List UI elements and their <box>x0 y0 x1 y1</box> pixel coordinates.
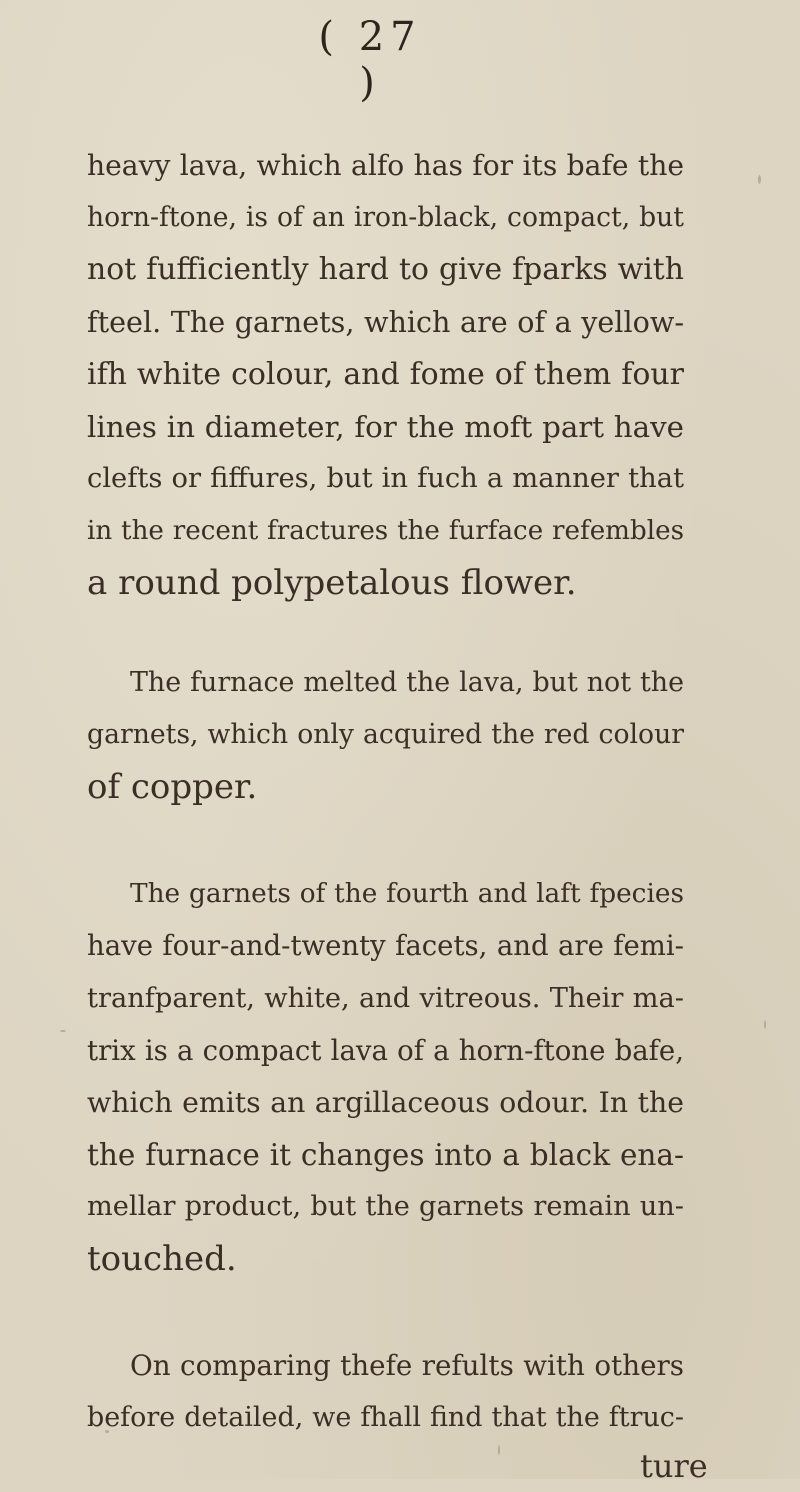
catchword: ture <box>640 1447 708 1485</box>
text-line: before detailed, we fhall find that the ftruc- <box>87 1402 684 1433</box>
text-line: lines in diameter, for the moft part have <box>87 410 684 444</box>
text-line: The furnace melted the lava, but not the <box>130 667 684 698</box>
text-line: tranfparent, white, and vitreous. Their ma- <box>87 983 684 1014</box>
text-line: The garnets of the fourth and laft fpecies <box>130 879 684 909</box>
text-line: a round polypetalous flower. <box>87 563 577 603</box>
text-line: in the recent fractures the furface refembles <box>87 516 684 546</box>
text-line: not fufficiently hard to give fparks with <box>87 252 684 287</box>
text-line: the furnace it changes into a black ena- <box>87 1138 684 1172</box>
text-line: clefts or fiffures, but in fuch a manner that <box>87 463 684 494</box>
paper-speck <box>105 1430 109 1433</box>
text-line: trix is a compact lava of a horn-ftone bafe, <box>87 1034 684 1067</box>
paper-speck <box>60 1030 66 1032</box>
text-line: touched. <box>87 1239 237 1279</box>
paper-speck <box>758 175 761 184</box>
paper-speck <box>764 1020 766 1029</box>
paper-speck <box>498 1445 500 1455</box>
text-line: have four-and-twenty facets, and are femi- <box>87 930 684 962</box>
page-number: ( 27 ) <box>318 14 422 106</box>
text-line: heavy lava, which alfo has for its bafe the <box>87 149 684 182</box>
text-line: horn-ftone, is of an iron-black, compact, but <box>87 202 684 233</box>
text-line: mellar product, but the garnets remain un- <box>87 1191 684 1222</box>
text-line: garnets, which only acquired the red colour <box>87 719 684 750</box>
text-line: ifh white colour, and fome of them four <box>87 357 684 392</box>
text-line: fteel. The garnets, which are of a yellow- <box>87 305 684 339</box>
text-line: On comparing thefe refults with others <box>130 1349 684 1382</box>
text-line: which emits an argillaceous odour. In the <box>87 1086 684 1119</box>
text-line: of copper. <box>87 767 258 807</box>
